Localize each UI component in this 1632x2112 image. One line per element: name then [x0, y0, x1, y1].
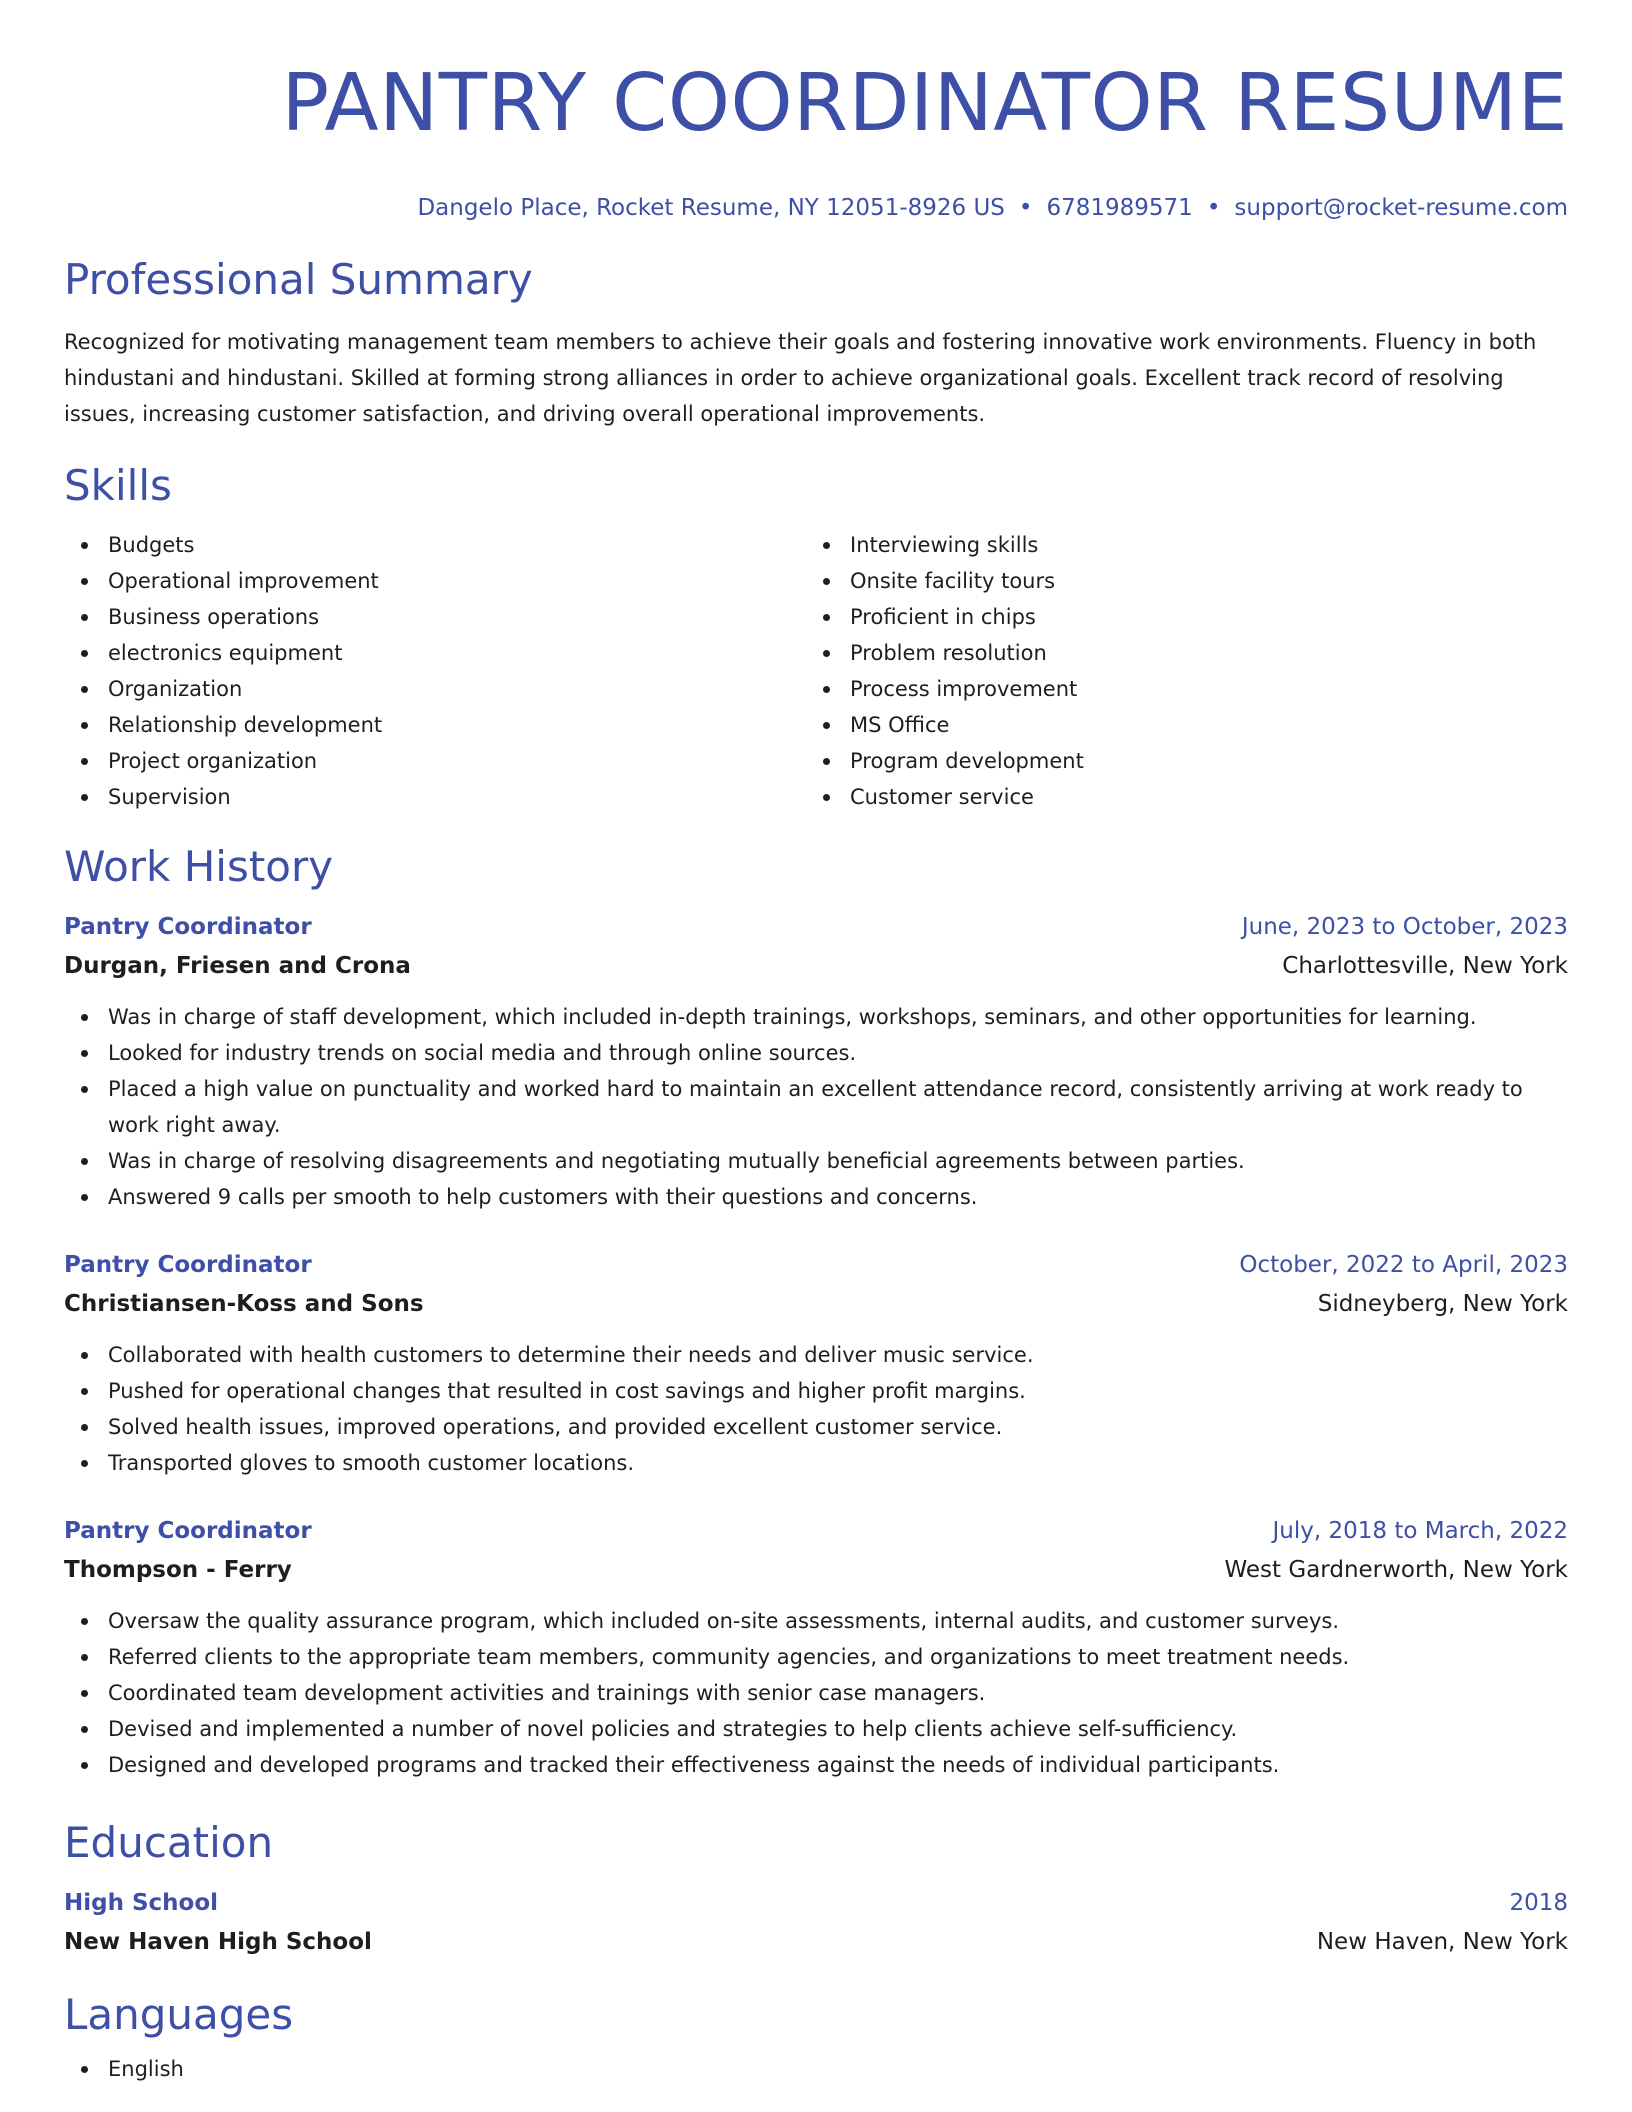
- skill-item: Budgets: [108, 527, 806, 563]
- skill-item: Supervision: [108, 779, 806, 815]
- education-degree: High School: [64, 1890, 219, 1916]
- job-header-row: [64, 1511, 1568, 1551]
- contact-email: support@rocket-resume.com: [1234, 195, 1568, 221]
- contact-address: Dangelo Place, Rocket Resume, NY 12051-8926 US: [417, 195, 1005, 221]
- skills-column-right: [806, 527, 1548, 815]
- job-title: Pantry Coordinator: [64, 1518, 312, 1544]
- skill-item: Business operations: [108, 599, 806, 635]
- job-bullet: Looked for industry trends on social media and through online sources.: [108, 1035, 1568, 1071]
- skill-item: Customer service: [850, 779, 1548, 815]
- contact-separator: •: [1018, 195, 1033, 221]
- education-location: New Haven, New York: [1316, 1929, 1568, 1955]
- skill-item: Program development: [850, 743, 1548, 779]
- summary-text: Recognized for motivating management team members to achieve their goals and fostering innovative work environments. Fluency in both hindustani and hindustani. Skilled at forming strong alliances in order to achieve organizational goals. Excellent track record of resolving issues, increasing customer satisfaction, and driving overall operational improvements.: [64, 330, 1537, 426]
- job-bullet: Designed and developed programs and tracked their effectiveness against the needs of individual participants.: [108, 1747, 1568, 1783]
- job-company-row: [64, 1551, 1568, 1589]
- education-school: New Haven High School: [64, 1929, 372, 1955]
- contact-phone: 6781989571: [1046, 195, 1193, 221]
- skill-item: Relationship development: [108, 707, 806, 743]
- skills-grid: [64, 527, 1568, 815]
- job-bullets: [64, 1337, 1568, 1481]
- languages-list: [64, 2051, 1568, 2087]
- job-entry: [64, 1511, 1568, 1783]
- job-bullet: Placed a high value on punctuality and worked hard to maintain an excellent attendance record, consistently arriving at work ready to work right away.: [108, 1071, 1568, 1143]
- job-dates: October, 2022 to April, 2023: [1239, 1252, 1568, 1278]
- job-location: West Gardnerworth, New York: [1224, 1557, 1568, 1583]
- job-company-row: [64, 947, 1568, 985]
- job-bullet: Pushed for operational changes that resulted in cost savings and higher profit margins.: [108, 1373, 1568, 1409]
- job-bullet: Transported gloves to smooth customer locations.: [108, 1445, 1568, 1481]
- job-bullet: Devised and implemented a number of novel policies and strategies to help clients achieve self-sufficiency.: [108, 1711, 1568, 1747]
- skill-item: electronics equipment: [108, 635, 806, 671]
- job-location: Charlottesville, New York: [1282, 953, 1568, 979]
- skill-item: Interviewing skills: [850, 527, 1548, 563]
- work-history-heading: Work History: [64, 842, 334, 891]
- job-location: Sidneyberg, New York: [1317, 1291, 1568, 1317]
- job-bullet: Was in charge of staff development, which included in-depth trainings, workshops, seminars, and other opportunities for learning.: [108, 999, 1568, 1035]
- resume-page: [64, 0, 1568, 2087]
- job-title: Pantry Coordinator: [64, 1252, 312, 1278]
- job-bullet: Collaborated with health customers to determine their needs and deliver music service.: [108, 1337, 1568, 1373]
- skills-heading: Skills: [64, 461, 172, 510]
- education-entry: [64, 1883, 1568, 1961]
- summary-heading: Professional Summary: [64, 255, 533, 304]
- skill-item: Proficient in chips: [850, 599, 1548, 635]
- languages-heading: Languages: [64, 1990, 294, 2039]
- education-school-row: [64, 1923, 1568, 1961]
- skill-item: Organization: [108, 671, 806, 707]
- job-bullet: Referred clients to the appropriate team members, community agencies, and organizations to meet treatment needs.: [108, 1639, 1568, 1675]
- job-entry: [64, 1245, 1568, 1481]
- job-bullet: Was in charge of resolving disagreements and negotiating mutually beneficial agreements between parties.: [108, 1143, 1568, 1179]
- job-bullet: Answered 9 calls per smooth to help customers with their questions and concerns.: [108, 1179, 1568, 1215]
- skill-item: Process improvement: [850, 671, 1548, 707]
- job-header-row: [64, 907, 1568, 947]
- job-company: Durgan, Friesen and Crona: [64, 953, 411, 979]
- job-entry: [64, 907, 1568, 1215]
- education-header-row: [64, 1883, 1568, 1923]
- job-company-row: [64, 1285, 1568, 1323]
- contact-line: [64, 193, 1568, 223]
- job-company: Christiansen-Koss and Sons: [64, 1291, 424, 1317]
- skill-item: Project organization: [108, 743, 806, 779]
- job-title: Pantry Coordinator: [64, 914, 312, 940]
- education-year: 2018: [1509, 1890, 1568, 1916]
- skill-item: MS Office: [850, 707, 1548, 743]
- job-bullet: Coordinated team development activities and trainings with senior case managers.: [108, 1675, 1568, 1711]
- job-bullet: Solved health issues, improved operations, and provided excellent customer service.: [108, 1409, 1568, 1445]
- job-dates: June, 2023 to October, 2023: [1241, 914, 1568, 940]
- job-bullets: [64, 999, 1568, 1215]
- job-header-row: [64, 1245, 1568, 1285]
- skill-item: Operational improvement: [108, 563, 806, 599]
- contact-separator: •: [1206, 195, 1221, 221]
- job-dates: July, 2018 to March, 2022: [1272, 1518, 1568, 1544]
- language-item: English: [108, 2051, 1568, 2087]
- skills-column-left: [64, 527, 806, 815]
- education-heading: Education: [64, 1818, 274, 1867]
- skill-item: Onsite facility tours: [850, 563, 1548, 599]
- job-company: Thompson - Ferry: [64, 1557, 292, 1583]
- job-bullet: Oversaw the quality assurance program, which included on-site assessments, internal audits, and customer surveys.: [108, 1603, 1568, 1639]
- job-bullets: [64, 1603, 1568, 1783]
- resume-title: PANTRY COORDINATOR RESUME: [281, 57, 1568, 149]
- skill-item: Problem resolution: [850, 635, 1548, 671]
